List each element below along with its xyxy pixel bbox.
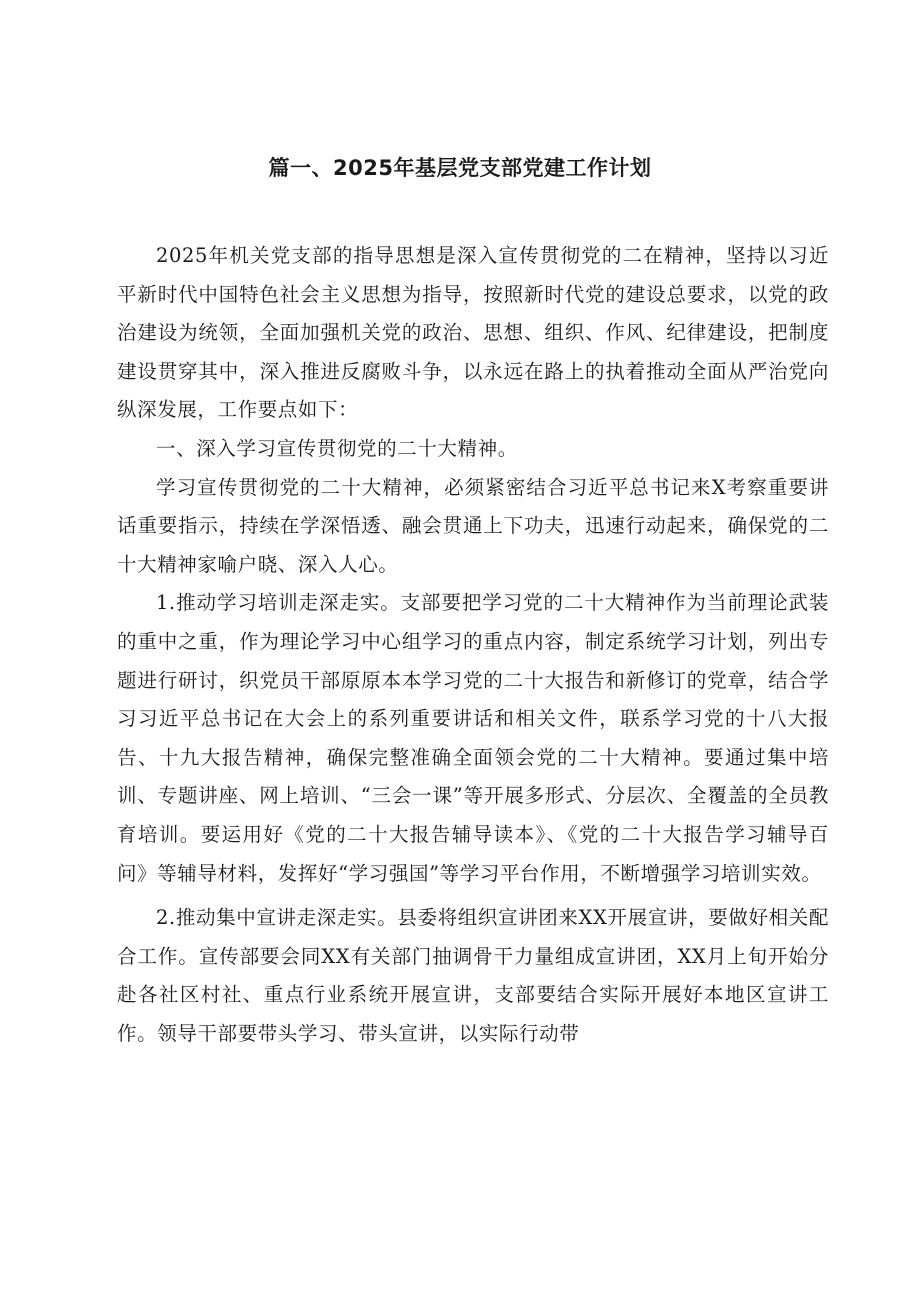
item-2-paragraph: 2.推动集中宣讲走深走实。县委将组织宣讲团来XX开展宣讲，要做好相关配合工作。宣传部要会同XX有关部门抽调骨干力量组成宣讲团，XX月上旬开始分赴各社区村社、重点行业系统开展宣讲，支部要结合实际开展好本地区宣讲工作。领导干部要带头学习、带头宣讲，以实际行动带: [117, 906, 829, 1045]
item-1-paragraph: 1.推动学习培训走深走实。支部要把学习党的二十大精神作为当前理论武装的重中之重，作为理论学习中心组学习的重点内容，制定系统学习计划，列出专题进行研讨，织党员干部原原本本学习党的二十大报告和新修订的党章，结合学习习近平总书记在大会上的系列重要讲话和相关文件，联系学习党的十八大报告、十九大报告精神，确保完整准确全面领会党的二十大精神。要通过集中培训、专题讲座、网上培训、“三会一课”等开展多形式、分层次、全覆盖的全员教育培训。要运用好《党的二十大报告辅导读本》、《党的二十大报告学习辅导百问》等辅导材料，发挥好“学习强国”等学习平台作用，不断增强学习培训实效。: [117, 591, 829, 885]
document-body: [117, 237, 829, 1053]
document-title: 篇一、2025年基层党支部党建工作计划: [268, 156, 652, 180]
intro-paragraph: 2025年机关党支部的指导思想是深入宣传贯彻党的二在精神，坚持以习近平新时代中国特色社会主义思想为指导，按照新时代党的建设总要求，以党的政治建设为统领，全面加强机关党的政治、思想、组织、作风、纪律建设，把制度建设贯穿其中，深入推进反腐败斗争，以永远在路上的执着推动全面从严治党向纵深发展，工作要点如下：: [117, 244, 829, 422]
section-heading: 一、深入学习宣传贯彻党的二十大精神。: [156, 436, 518, 460]
section-lead-paragraph: 学习宣传贯彻党的二十大精神，必须紧密结合习近平总书记来X考察重要讲话重要指示，持续在学深悟透、融会贯通上下功夫，迅速行动起来，确保党的二十大精神家喻户晓、深入人心。: [117, 475, 829, 576]
